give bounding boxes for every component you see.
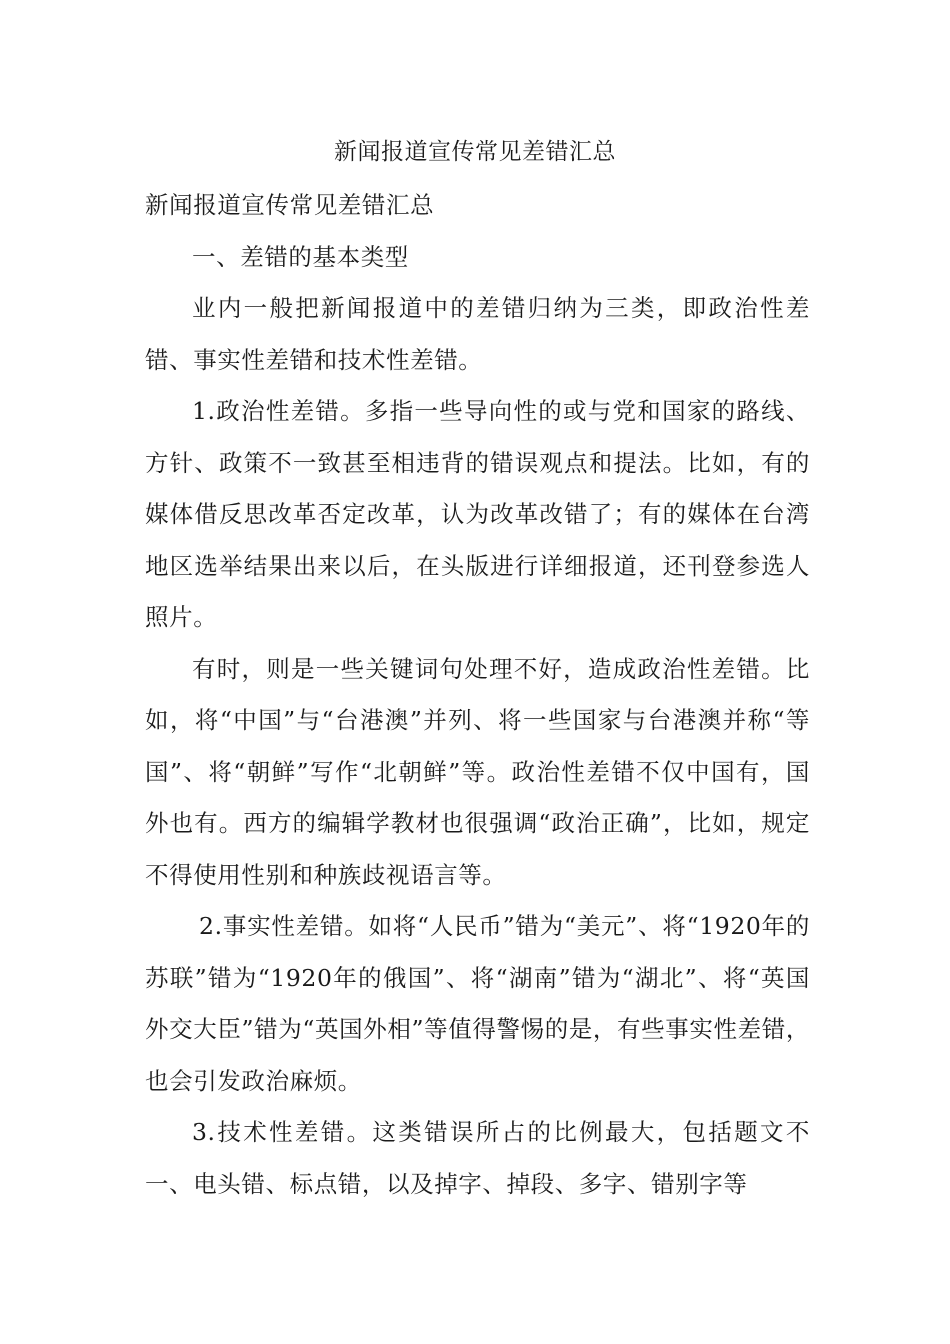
paragraph-factual-errors: 2.事实性差错。如将“人民币”错为“美元”、将“1920年的苏联”错为“1920年的俄国”、将“湖南”错为“湖北”、将“英国外交大臣”错为“英国外相”等值得警惕的是，有些事实性差错，也会引发政治麻烦。 — [145, 912, 810, 1095]
paragraph-intro: 业内一般把新闻报道中的差错归纳为三类，即政治性差错、事实性差错和技术性差错。 — [145, 294, 810, 374]
document-body — [145, 180, 810, 1210]
section-heading: 一、差错的基本类型 — [192, 242, 409, 271]
paragraph-technical-errors: 3.技术性差错。这类错误所占的比例最大，包括题文不一、电头错、标点错，以及掉字、掉段、多字、错别字等 — [145, 1118, 810, 1198]
document-title: 新闻报道宣传常见差错汇总 — [334, 139, 616, 165]
paragraph-political-errors: 1.政治性差错。多指一些导向性的或与党和国家的路线、方针、政策不一致甚至相违背的错误观点和提法。比如，有的媒体借反思改革否定改革，认为改革改错了；有的媒体在台湾地区选举结果出来以后，在头版进行详细报道，还刊登参选人照片。 — [145, 397, 810, 631]
paragraph-keywords: 有时，则是一些关键词句处理不好，造成政治性差错。比如，将“中国”与“台港澳”并列、将一些国家与台港澳并称“等国”、将“朝鲜”写作“北朝鲜”等。政治性差错不仅中国有，国外也有。西方的编辑学教材也很强调“政治正确”，比如，规定不得使用性别和种族歧视语言等。 — [145, 654, 810, 889]
paragraph-heading: 新闻报道宣传常见差错汇总 — [145, 191, 435, 219]
